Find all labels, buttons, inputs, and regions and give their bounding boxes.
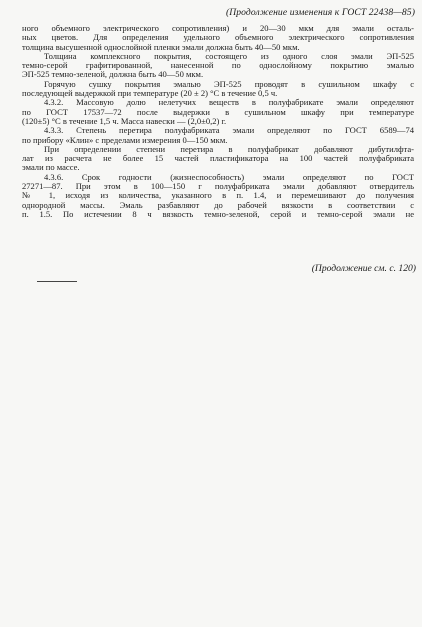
paragraph (22, 98, 414, 126)
paragraph (22, 52, 414, 80)
text-line: п. 1.5. По истечении 8 ч вязкость темно-зеленой, серой и темно-серой эмали не (22, 209, 414, 219)
text-line: лат из расчета не более 15 частей пластификатора на 100 частей полуфабриката (22, 154, 414, 164)
text-line: толщина высушенной однослойной пленки эмали должна быть 40—50 мкм. (22, 42, 300, 52)
continuation-note: (Продолжение см. с. 120) (311, 263, 416, 274)
text-line: 4.3.3. Степень перетира полуфабриката эмали определяют по ГОСТ 6589—74 (44, 126, 414, 136)
text-line: ных цветов. Для определения удельного объемного электрического сопротивления (22, 33, 414, 43)
text-line: При определении степени перетира в полуфабрикат добавляют дибутилфта- (44, 144, 414, 154)
text-line: ЭП-525 темно-зеленой, должна быть 40—50 мкм. (22, 70, 204, 80)
text-line: Горячую сушку покрытия эмалью ЭП-525 проводят в сушильном шкафу с (44, 79, 414, 89)
page-header: (Продолжение изменения к ГОСТ 22438—85) (225, 7, 415, 18)
text-line: 27271—87. При этом в 100—150 г полуфабриката эмали добавляют отвердитель (22, 182, 414, 192)
text-line: ного объемного электрического сопротивления) и 20—30 мкм для эмали осталь- (22, 24, 414, 33)
text-line: № 1, исходя из количества, указанного в п. 1.4, и перемешивают до получения (22, 191, 414, 201)
text-line: эмали по массе. (22, 163, 80, 173)
text-line: Толщина комплексного покрытия, состоящего из одного слоя эмали ЭП-525 (44, 51, 414, 61)
footnote-rule (37, 281, 77, 282)
paragraph (22, 173, 414, 219)
text-line: 4.3.6. Срок годности (жизнеспособность) эмали определяют по ГОСТ (44, 172, 414, 182)
paragraph (22, 145, 414, 173)
text-line: по ГОСТ 17537—72 после выдержки в сушильном шкафу при температуре (22, 107, 414, 117)
paragraph (22, 24, 414, 52)
text-line: 4.3.2. Массовую долю нелетучих веществ в полуфабрикате эмали определяют (44, 98, 414, 108)
text-line: последующей выдержкой при температуре (20 ± 2) °С в течение 0,5 ч. (22, 89, 278, 99)
paragraph (22, 126, 414, 145)
paragraph (22, 80, 414, 99)
text-line: однородной массы. Эмаль разбавляют до рабочей вязкости в соответствии с (22, 200, 414, 210)
text-line: темно-серой графитированной, нанесенной по однослойному покрытию эмалью (22, 61, 414, 71)
text-line: по прибору «Клин» с пределами измерения 0—150 мкм. (22, 135, 228, 145)
body-text (22, 24, 414, 219)
text-line: (120±5) °С в течение 1,5 ч. Масса навески — (2,0±0,2) г. (22, 116, 227, 126)
